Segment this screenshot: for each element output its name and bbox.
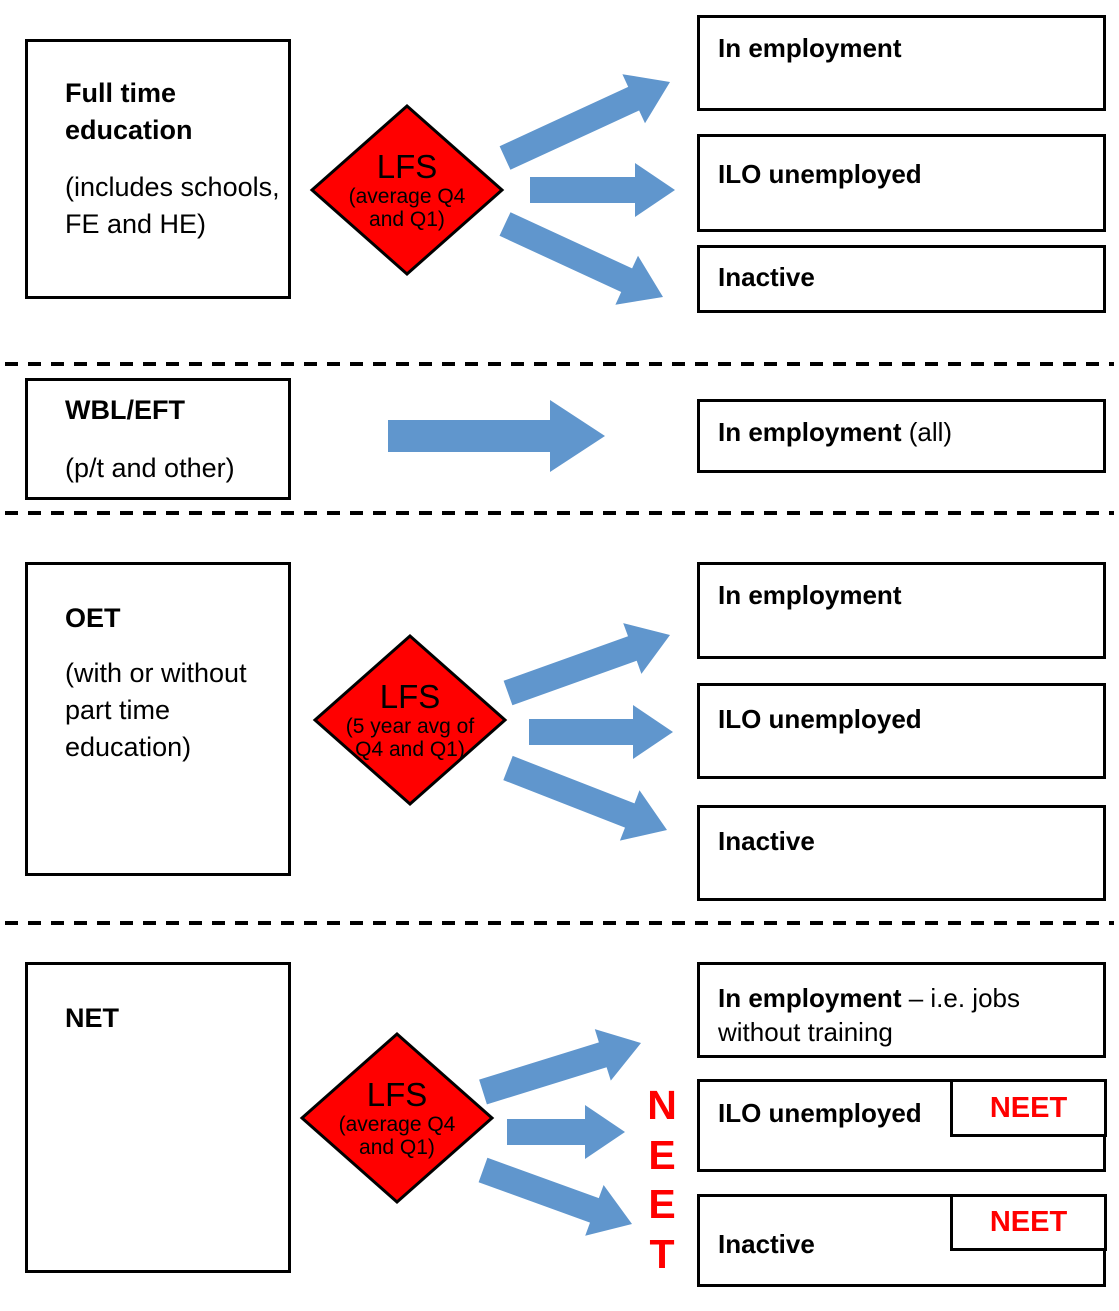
outcome-label: In employment	[718, 33, 902, 63]
source-title: WBL/EFT	[65, 395, 185, 425]
diamond-subtitle-line1: (average Q4	[338, 1113, 456, 1136]
diamond-title: LFS	[379, 678, 441, 715]
flow-arrow	[479, 1158, 632, 1236]
neet-letter: N	[647, 1082, 677, 1128]
flow-arrow	[500, 212, 664, 305]
source-subtitle: (with or without part time education)	[65, 658, 247, 762]
outcome-label: ILO unemployed	[718, 159, 922, 189]
flow-arrow	[504, 623, 670, 705]
flow-arrow	[500, 74, 670, 170]
outcome-label-suffix: – i.e. jobs without training	[718, 983, 1020, 1047]
neet-badge-label: NEET	[989, 1091, 1068, 1124]
diamond-title: LFS	[366, 1076, 428, 1113]
flow-arrow	[529, 705, 673, 759]
flow-arrow	[503, 756, 667, 841]
neet-letter: E	[648, 1131, 676, 1178]
outcome-label-suffix: (all)	[901, 417, 953, 447]
diamond-title: LFS	[376, 148, 438, 185]
source-subtitle: (includes schools, FE and HE)	[65, 172, 280, 239]
diamond-subtitle-line2: and Q1)	[369, 208, 445, 231]
flow-arrow	[507, 1105, 625, 1159]
diamond-subtitle-line1: (5 year avg of	[345, 715, 475, 738]
source-title: Full time education	[65, 78, 193, 145]
outcome-label: In employment	[718, 983, 902, 1013]
neet-badge-label: NEET	[989, 1206, 1068, 1238]
source-title: NET	[65, 1003, 119, 1033]
outcome-label: Inactive	[718, 1229, 815, 1259]
outcome-label: Inactive	[718, 262, 815, 292]
flow-arrow	[388, 400, 605, 472]
diamond-subtitle-line2: Q4 and Q1)	[355, 738, 465, 761]
diamond-subtitle-line1: (average Q4	[348, 185, 466, 208]
outcome-label: Inactive	[718, 826, 815, 856]
neet-letter: T	[649, 1230, 675, 1277]
source-title: OET	[65, 603, 121, 633]
source-subtitle: (p/t and other)	[65, 453, 235, 483]
outcome-label: In employment	[718, 580, 902, 610]
flow-arrow	[530, 163, 675, 217]
outcome-label: ILO unemployed	[718, 704, 922, 734]
outcome-label: ILO unemployed	[718, 1098, 922, 1128]
flow-arrow	[479, 1029, 641, 1104]
neet-letter: E	[648, 1181, 676, 1227]
outcome-label: In employment	[718, 417, 902, 447]
diamond-subtitle-line2: and Q1)	[359, 1136, 435, 1159]
